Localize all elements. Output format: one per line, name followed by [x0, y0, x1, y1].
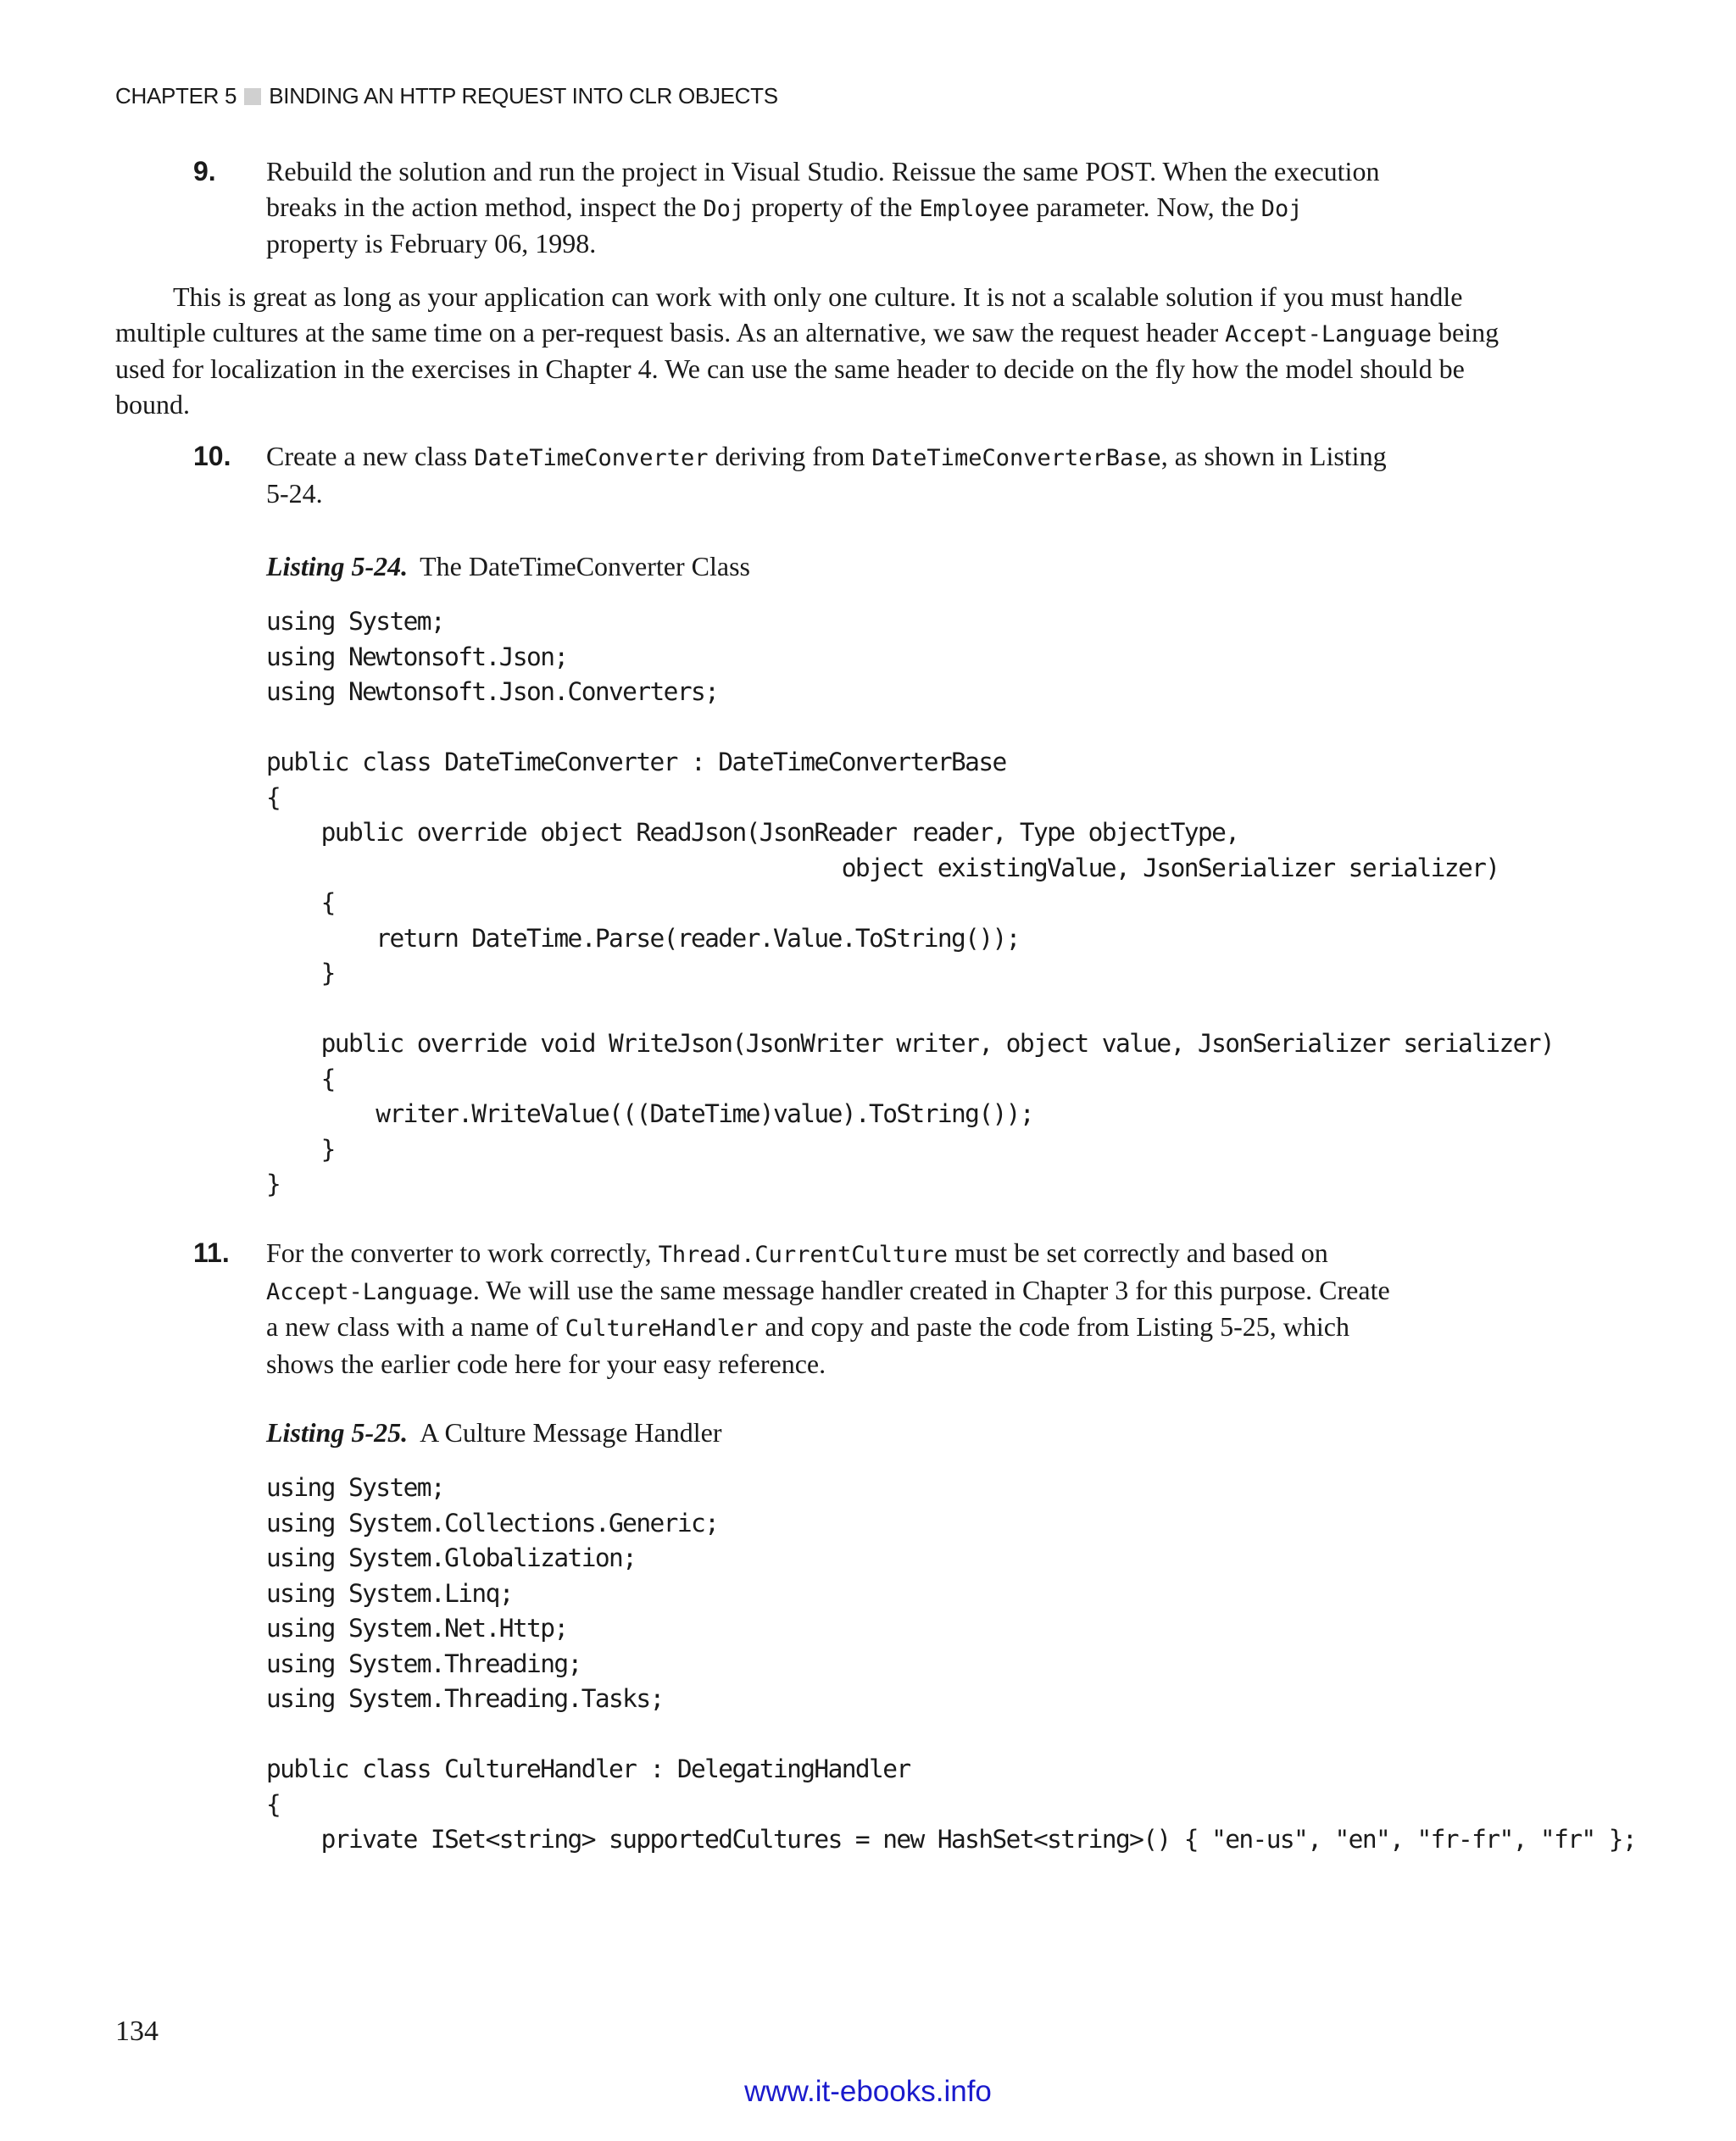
text: This is great as long as your application can work with only one culture. It is not a scalable solution if you must handle multiple cultures at the same time on a per-request basis. As an alternative, we saw the request header: [115, 281, 1463, 348]
text: . We will use the same message handler created in Chapter 3 for this purpose. Create a new class with a name of: [266, 1274, 1390, 1342]
text: and copy and paste the code from Listing 5-25, which shows the earlier code here for your easy reference.: [266, 1311, 1349, 1379]
listing-label: Listing 5-25.: [266, 1417, 409, 1448]
footer-link[interactable]: www.it-ebooks.info: [744, 2075, 992, 2108]
body-paragraph: [115, 280, 1531, 422]
text: parameter. Now, the: [1029, 191, 1261, 222]
listing-title: The DateTimeConverter Class: [420, 551, 750, 581]
separator-square: [244, 88, 261, 105]
inline-code: DateTimeConverterBase: [871, 445, 1161, 471]
code-listing-5-24: using System; using Newtonsoft.Json; using Newtonsoft.Json.Converters; public class DateTimeConverter : DateTimeConverterBase { public override object ReadJson(JsonReader reader, Type objectType, object existingValue, JsonSerializer serializer) { return DateTime.Parse(reader.Value.ToString()); } public override void WriteJson(JsonWriter writer, object value, JsonSerializer serializer) { writer.WriteValue(((DateTime)value).ToString()); } }: [266, 607, 1555, 1198]
step-10: [193, 439, 1397, 511]
inline-code: Doj: [1260, 195, 1303, 222]
inline-code: Accept-Language: [1225, 320, 1432, 348]
listing-caption: [266, 549, 750, 583]
step-11: [193, 1236, 1397, 1382]
text: For the converter to work correctly,: [266, 1237, 659, 1268]
text: , as shown in Listing 5-24.: [266, 441, 1387, 509]
text: Rebuild the solution and run the project in Visual Studio. Reissue the same POST. When the execution breaks in the action method, inspect the: [266, 156, 1380, 222]
step-number: 9.: [193, 156, 216, 186]
inline-code: Employee: [919, 195, 1030, 222]
chapter-title: BINDING AN HTTP REQUEST INTO CLR OBJECTS: [269, 83, 778, 108]
text: deriving from: [708, 441, 872, 471]
inline-code: CultureHandler: [565, 1315, 759, 1342]
text: Create a new class: [266, 441, 475, 471]
step-9: [193, 154, 1397, 262]
inline-code: DateTimeConverter: [474, 445, 709, 471]
running-header: [115, 83, 778, 109]
step-number: 11.: [193, 1237, 230, 1268]
listing-label: Listing 5-24.: [266, 551, 409, 581]
text: property is February 06, 1998.: [266, 228, 597, 259]
step-text: [266, 439, 1397, 511]
listing-title: A Culture Message Handler: [420, 1417, 722, 1448]
step-number: 10.: [193, 441, 231, 471]
inline-code: Doj: [703, 195, 745, 222]
text: must be set correctly and based on: [948, 1237, 1328, 1268]
text: property of the: [744, 191, 920, 222]
listing-caption: [266, 1415, 721, 1449]
inline-code: Accept-Language: [266, 1278, 473, 1305]
page-number: 134: [115, 2016, 159, 2047]
chapter-label: CHAPTER 5: [115, 83, 237, 108]
inline-code: Thread.CurrentCulture: [658, 1242, 949, 1268]
code-listing-5-25: using System; using System.Collections.Generic; using System.Globalization; using System.Linq; using System.Net.Http; using System.Threading; using System.Threading.Tasks; public class CultureHandler : DelegatingHandler { private ISet<string> supportedCultures = new HashSet<string>() { "en-us", "en", "fr-fr", "fr" };: [266, 1473, 1637, 1854]
text: being used for localization in the exercises in Chapter 4. We can use the same header to decide on the fly how the model should be bound.: [115, 316, 1500, 420]
step-text: [266, 1236, 1397, 1382]
step-text: [266, 154, 1397, 262]
